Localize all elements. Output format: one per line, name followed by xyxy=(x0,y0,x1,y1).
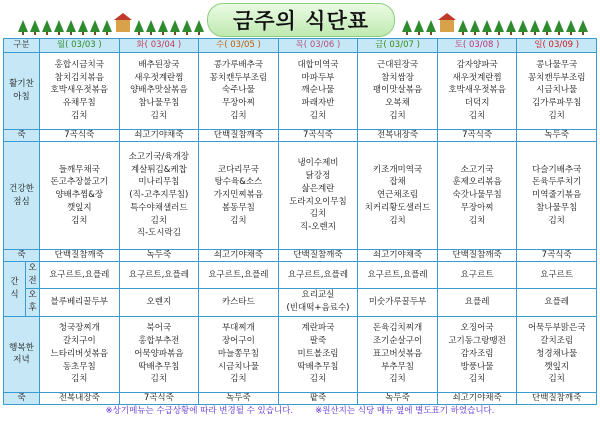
porridge-row-3 xyxy=(4,392,597,404)
menu-item: 딱배추무침 xyxy=(138,361,180,372)
porridge1-cell: 단백질참깨죽 xyxy=(199,129,279,141)
porridge1-cell: 7곡식죽 xyxy=(437,129,517,141)
menu-item: 김치 xyxy=(468,110,486,121)
menu-item: 치커리황도샐러드 xyxy=(364,202,431,213)
snack-am-cell: 요구르트 xyxy=(437,262,517,289)
menu-item: 팽이맛살볶음 xyxy=(372,85,423,96)
menu-item: 마파두부 xyxy=(301,72,335,83)
dinner-cell xyxy=(437,316,517,392)
menu-item: 양배추찜&장 xyxy=(55,190,104,201)
menu-item: 특수야채샐러드 xyxy=(130,202,188,213)
porridge-row-1 xyxy=(4,129,597,141)
dinner-cell xyxy=(119,316,199,392)
menu-item: 김치 xyxy=(389,110,406,121)
note-change: ※상기메뉴는 수급상황에 따라 변경될 수 있습니다. xyxy=(105,406,294,416)
lunch-cell xyxy=(358,141,438,249)
menu-item: 감자양파국 xyxy=(456,59,498,70)
porridge-label: 죽 xyxy=(4,392,40,404)
menu-item: 오복채 xyxy=(385,98,410,109)
menu-item: 대합미역국 xyxy=(297,59,339,70)
page-title: 금주의 식단표 xyxy=(232,9,370,33)
menu-item: 냉이수제비 xyxy=(297,158,339,169)
menu-item: 유채무침 xyxy=(62,98,96,109)
breakfast-row xyxy=(4,52,597,129)
breakfast-cell xyxy=(199,52,279,129)
menu-item: 미트볼조림 xyxy=(297,348,339,359)
header-day-wed: 수( 03/05 ) xyxy=(199,39,279,53)
lunch-cell xyxy=(437,141,517,249)
menu-item: 홍합시금치국 xyxy=(54,59,104,70)
snack-am-cell: 요구르트,요플레 xyxy=(119,262,199,289)
menu-item: 미나리무침 xyxy=(138,177,180,188)
house-icon xyxy=(440,20,454,32)
menu-item: 홍합부추전 xyxy=(138,336,180,347)
porridge3-cell: 단백질참깨죽 xyxy=(517,392,597,404)
menu-item: 김치 xyxy=(230,110,247,121)
menu-item: 호박새우젓볶음 xyxy=(448,85,506,96)
header-day-fri: 금( 03/07 ) xyxy=(358,39,438,53)
menu-item: 참나물무침 xyxy=(536,202,578,213)
menu-item: 직-오렌지 xyxy=(300,222,336,233)
menu-item: 직-도시락김 xyxy=(136,228,181,239)
menu-item: 무장아찌 xyxy=(221,98,255,109)
porridge1-cell: 녹두죽 xyxy=(517,129,597,141)
snack-am-cell: 요구르트,요플레 xyxy=(199,262,279,289)
menu-item: 갈치조림 xyxy=(540,336,574,347)
dinner-row xyxy=(4,316,597,392)
menu-item: 훈제오리볶음 xyxy=(452,177,502,188)
menu-item: 김치 xyxy=(71,374,88,385)
menu-item: 장어구이 xyxy=(221,336,255,347)
menu-item: 참나물무침 xyxy=(138,98,180,109)
menu-item: 감자조림 xyxy=(460,348,494,359)
menu-item: 숙갓나물무침 xyxy=(452,190,502,201)
menu-item: 콩가루배추국 xyxy=(213,59,264,70)
menu-item: 깻잎지 xyxy=(66,202,92,213)
menu-item: 김치 xyxy=(309,374,327,385)
header-day-sat: 토( 03/08 ) xyxy=(437,39,517,53)
snack-am-row xyxy=(4,262,597,289)
breakfast-cell xyxy=(40,52,120,129)
menu-item: 참치쌈장 xyxy=(381,72,414,83)
menu-table xyxy=(3,38,597,405)
menu-item: 도라지오이무침 xyxy=(289,196,347,207)
porridge2-cell: 단백질참깨죽 xyxy=(437,250,517,262)
menu-item: 잡채 xyxy=(389,177,406,188)
lunch-cell xyxy=(278,141,358,249)
snack-pm-cell xyxy=(119,288,199,316)
dinner-cell xyxy=(358,316,438,392)
menu-item: 연근채조림 xyxy=(377,190,419,201)
porridge2-cell: 녹두죽 xyxy=(119,250,199,262)
menu-item: 김치 xyxy=(548,215,565,226)
dinner-cell xyxy=(278,316,358,392)
menu-item: 꽁치캔두부조림 xyxy=(527,72,586,83)
menu-item: 김치 xyxy=(468,374,486,385)
menu-item: 청국장찌개 xyxy=(58,323,100,334)
menu-item: 어묵두부맑은국 xyxy=(527,323,586,334)
lunch-cell xyxy=(517,141,597,249)
breakfast-cell xyxy=(278,52,358,129)
menu-item: 들깨무채국 xyxy=(58,164,100,175)
lunch-row xyxy=(4,141,597,249)
menu-item: 새우젓계란찜 xyxy=(452,72,502,83)
menu-item: 갈치구이 xyxy=(62,336,96,347)
menu-item: 김치 xyxy=(71,110,88,121)
porridge2-cell: 단백질참깨죽 xyxy=(278,250,358,262)
menu-item: 청경채나물 xyxy=(536,348,578,359)
menu-item: 참치김치볶음 xyxy=(54,72,104,83)
snack-pm-cell xyxy=(358,288,438,316)
menu-item: (빈대떡+음료수) xyxy=(286,303,350,314)
menu-item: 코다리무국 xyxy=(217,164,259,175)
menu-item: (직-고추지무침) xyxy=(129,190,189,201)
menu-item: 팔죽 xyxy=(309,336,327,347)
footnotes xyxy=(0,404,600,418)
menu-item: 김치 xyxy=(389,215,406,226)
breakfast-label: 활기찬 아침 xyxy=(4,52,40,129)
menu-item: 김치 xyxy=(548,374,565,385)
dinner-cell xyxy=(199,316,279,392)
menu-item: 미숫가루꿀두부 xyxy=(368,296,427,307)
menu-item: 표고버섯볶음 xyxy=(372,348,423,359)
dinner-cell xyxy=(517,316,597,392)
snack-am-cell: 요구르트,요플레 xyxy=(278,262,358,289)
header-day-thu: 목( 03/06 ) xyxy=(278,39,358,53)
menu-item: 숙주나물 xyxy=(221,85,255,96)
porridge3-cell: 쇠고기야채죽 xyxy=(437,392,517,404)
menu-item: 호박새우젓볶음 xyxy=(50,85,109,96)
title-bar xyxy=(0,0,600,38)
menu-item: 탕수육&소스 xyxy=(214,177,263,188)
breakfast-cell xyxy=(437,52,517,129)
menu-item: 김치 xyxy=(309,110,327,121)
dinner-label: 행복한 저녁 xyxy=(4,316,40,392)
header-day-tue: 화( 03/04 ) xyxy=(119,39,199,53)
menu-item: 꽁치캔두부조림 xyxy=(209,72,268,83)
menu-item: 부대찌개 xyxy=(221,323,255,334)
menu-item: 블루베리꿀두부 xyxy=(50,296,109,307)
menu-item: 배추된장국 xyxy=(138,59,180,70)
menu-item: 새우젓계란찜 xyxy=(134,72,184,83)
snack-pm-label: 오 후 xyxy=(26,288,40,316)
snack-am-cell: 요구르트,요플레 xyxy=(358,262,438,289)
menu-item: 김치 xyxy=(150,215,168,226)
snack-am-label: 오 전 xyxy=(26,262,40,289)
menu-item: 깻잎지 xyxy=(544,361,569,372)
porridge1-cell: 쇠고기야채죽 xyxy=(119,129,199,141)
snack-pm-cell xyxy=(437,288,517,316)
menu-item: 시금치나물 xyxy=(536,85,578,96)
porridge1-cell: 전복내장죽 xyxy=(358,129,438,141)
menu-item: 오렌지 xyxy=(146,296,172,307)
menu-item: 김치 xyxy=(468,215,486,226)
menu-item: 가지민찌볶음 xyxy=(213,190,264,201)
menu-item: 파래자반 xyxy=(301,98,335,109)
menu-item: 계살튀김&케찹 xyxy=(130,164,187,175)
breakfast-cell xyxy=(517,52,597,129)
snack-pm-cell xyxy=(517,288,597,316)
porridge2-cell: 단백질참깨죽 xyxy=(40,250,120,262)
menu-item: 방풍나물 xyxy=(460,361,494,372)
menu-item: 김치 xyxy=(309,209,327,220)
snack-label: 간 식 xyxy=(4,262,26,317)
menu-item: 소고기국 xyxy=(460,164,494,175)
menu-item: 오징어국 xyxy=(460,323,494,334)
menu-item: 콩나물무국 xyxy=(536,59,578,70)
menu-item: 김치 xyxy=(150,374,168,385)
porridge3-cell: 팥죽 xyxy=(278,392,358,404)
menu-item: 김치 xyxy=(150,110,168,121)
menu-item: 다슬기배추국 xyxy=(532,164,582,175)
tree-decoration-right xyxy=(402,20,588,34)
snack-am-cell: 요구르트 xyxy=(517,262,597,289)
snack-pm-cell xyxy=(40,288,120,316)
menu-item: 김치 xyxy=(71,215,88,226)
menu-item: 요플레 xyxy=(464,296,490,307)
lunch-cell xyxy=(119,141,199,249)
porridge-label: 죽 xyxy=(4,129,40,141)
menu-item: 키조개미역국 xyxy=(372,164,423,175)
menu-item: 김치 xyxy=(230,215,247,226)
menu-item: 부추무침 xyxy=(381,361,414,372)
note-origin: ※원산지는 식당 메뉴 옆에 별도표기 하였습니다. xyxy=(315,406,495,416)
menu-item: 삶은계란 xyxy=(301,183,335,194)
menu-item: 김치 xyxy=(548,110,565,121)
menu-item: 느타리버섯볶음 xyxy=(50,348,109,359)
porridge2-cell: 쇠고기야채죽 xyxy=(358,250,438,262)
menu-item: 근대된장국 xyxy=(377,59,419,70)
menu-item: 돈고추장불고기 xyxy=(50,177,109,188)
menu-item: 어묵양파볶음 xyxy=(134,348,184,359)
menu-item: 딱배추무침 xyxy=(297,361,339,372)
menu-item: 시금치나물 xyxy=(217,361,259,372)
menu-item: 돈육김치찌개 xyxy=(372,323,423,334)
snack-am-cell: 요구르트,요플레 xyxy=(40,262,120,289)
menu-item: 봄동무침 xyxy=(221,202,255,213)
porridge-row-2 xyxy=(4,250,597,262)
snack-pm-row xyxy=(4,288,597,316)
porridge3-cell: 녹두죽 xyxy=(358,392,438,404)
porridge1-cell: 7곡식죽 xyxy=(278,129,358,141)
menu-item: 돈육두루치기 xyxy=(532,177,582,188)
menu-item: 요플레 xyxy=(544,296,569,307)
menu-item: 더덕지 xyxy=(464,98,490,109)
header-gubun: 구분 xyxy=(4,39,40,53)
porridge2-cell: 쇠고기야채죽 xyxy=(199,250,279,262)
dinner-cell xyxy=(40,316,120,392)
porridge3-cell: 전복내장죽 xyxy=(40,392,120,404)
tree-decoration-left xyxy=(18,20,204,34)
menu-item: 요리교실 xyxy=(301,290,335,301)
porridge-label: 죽 xyxy=(4,250,40,262)
header-day-sun: 일( 03/09 ) xyxy=(517,39,597,53)
header-day-mon: 월( 03/03 ) xyxy=(40,39,120,53)
breakfast-cell xyxy=(119,52,199,129)
porridge2-cell: 7곡식죽 xyxy=(517,250,597,262)
menu-item: 동초무침 xyxy=(62,361,96,372)
menu-item: 소고기국/육개장 xyxy=(128,151,190,162)
lunch-cell xyxy=(40,141,120,249)
title-box xyxy=(207,3,395,37)
menu-item: 김가루파무침 xyxy=(532,98,582,109)
menu-item: 김치 xyxy=(230,374,247,385)
breakfast-cell xyxy=(358,52,438,129)
snack-pm-cell xyxy=(278,288,358,316)
snack-pm-cell xyxy=(199,288,279,316)
menu-item: 고기동그랑땡전 xyxy=(448,336,506,347)
menu-item: 김치 xyxy=(389,374,406,385)
menu-item: 마늘쫑무침 xyxy=(217,348,259,359)
menu-item: 양배추맛살볶음 xyxy=(130,85,188,96)
menu-item: 닭강정 xyxy=(305,171,331,182)
porridge3-cell: 녹두죽 xyxy=(199,392,279,404)
menu-item: 북어국 xyxy=(146,323,172,334)
lunch-label: 건강한 점심 xyxy=(4,141,40,249)
menu-item: 미역줄기볶음 xyxy=(532,190,582,201)
menu-item: 깨순나물 xyxy=(301,85,335,96)
house-icon xyxy=(116,20,130,32)
menu-item: 무장아찌 xyxy=(460,202,494,213)
menu-item: 계란파국 xyxy=(301,323,335,334)
menu-item: 카스타드 xyxy=(221,296,255,307)
porridge1-cell: 7곡식죽 xyxy=(40,129,120,141)
lunch-cell xyxy=(199,141,279,249)
header-row xyxy=(4,39,597,53)
porridge3-cell: 7곡식죽 xyxy=(119,392,199,404)
menu-item: 조기순살구이 xyxy=(372,336,423,347)
